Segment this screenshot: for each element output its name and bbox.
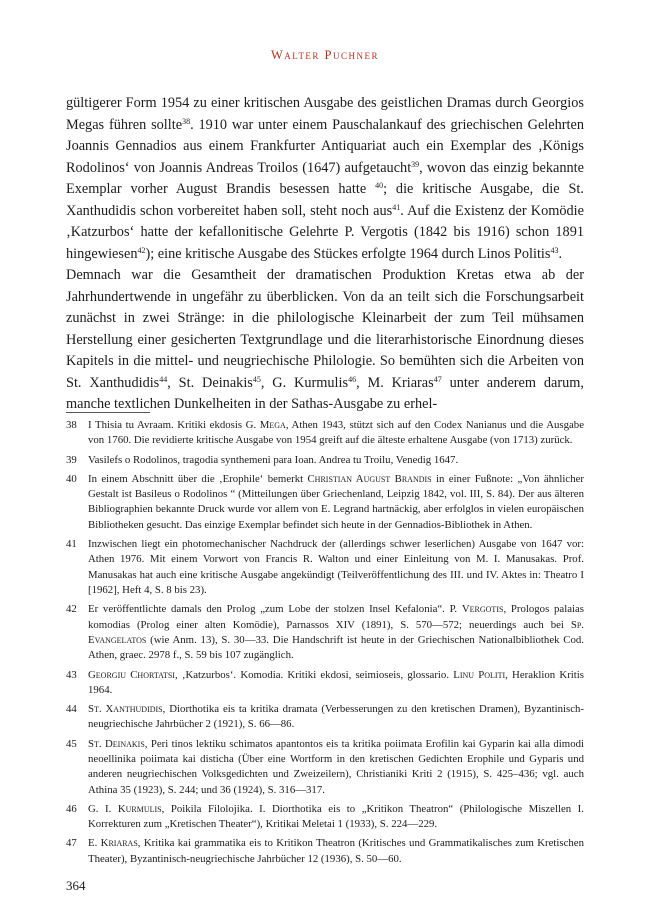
main-text — [66, 93, 584, 416]
text-run: Demnach war die Gesamtheit der dramatischen Produktion Kretas etwa ab der Jahrhundertwende in ungefähr zu überblicken. Von da an teilt sich die Forschungsarbeit zunächst in zwei Stränge: in die philologische Kleinarbeit der zum Teil mühsamen Herstellung einer gesicherten Textgrundlage und die literarhistorische Einordnung dieses Kapitels in die mittel- und neugriechische Philologie. So bemühten sich die Arbeiten von St. Xanthudidis — [66, 267, 584, 391]
footnote-ref: 39 — [411, 159, 420, 169]
footnote-number: 38 — [66, 419, 77, 431]
text-run: . — [558, 245, 563, 262]
footnote-ref: 40 — [375, 181, 384, 190]
footnote-ref: 42 — [137, 245, 146, 255]
author-name: Kriaras — [100, 837, 138, 850]
text-run: unter anderem darum, manche textlichen Dunkelheiten in der Sathas-Ausgabe zu erhel- — [66, 374, 584, 412]
text-run: , St. Deinakis — [167, 374, 253, 391]
footnote-text — [88, 537, 584, 599]
text-run: , Diorthotika eis ta kritika dramata (Verbesserungen zu den kretischen Dramen), Byzantinisch-neugriechische Jahrbücher 2 (1921), S. 66—86. — [88, 703, 585, 731]
footnote-number: 40 — [66, 472, 77, 485]
text-run: , Peri tinos lektiku schimatos apantontos eis ta kritika poiimata Erofilin kai Gyparin kai alla dimodi neoellinika poiimata kai disticha (Über eine Wortform in den kretischen Gedichten Erophile und Gyparis und anderen neugriechischen Volksgedichten und Zweizeilern), Christianiki Kriti 2 (1915), S. 425–436; vgl. auch Athina 35 (1923), S. 244; und 36 (1924), S. 316—317. — [88, 737, 584, 796]
running-head: Walter Puchner — [270, 48, 380, 62]
author-name: Sp. Evangelatos — [88, 618, 584, 647]
footnote-text — [88, 602, 584, 664]
footnote-text — [88, 453, 584, 468]
footnote-separator — [66, 412, 150, 413]
author-name: Georgiu Chortatsi — [88, 668, 175, 681]
footnote-ref: 38 — [182, 116, 191, 126]
footnote-number: 41 — [66, 537, 77, 550]
text-run: , M. Kriaras — [356, 374, 434, 391]
author-name: Mega — [259, 419, 286, 431]
text-run: (wie Anm. 13), S. 30—33. Die Handschrift ist heute in der Griechischen Nationalbibliothek Cod. Athen, graec. 2978 f., S. 59 bis 107 zugänglich. — [88, 634, 584, 662]
text-run: I Thisia tu Avraam. Kritiki ekdosis G. — [88, 419, 260, 431]
footnote-ref: 41 — [392, 202, 401, 212]
text-run: , Athen 1943, stützt sich auf den Codex Nanianus und die Ausgabe von 1760. Die revidierte kritische Ausgabe von 1954 greift auf die älteste erhaltene Ausgabe (von 1713) zurück. — [88, 419, 584, 447]
footnote-number: 43 — [66, 668, 77, 681]
text-run: , Heraklion Kritis 1964. — [88, 668, 584, 696]
text-run: . 1910 war unter einem Pauschalankauf des griechischen Gelehrten Joannis Gennadios aus einem Frankfurter Antiquariat auch ein Exemplar des ‚Königs Rodolinos‘ von Joannis Andreas Troilos (1647) aufgetaucht — [66, 116, 584, 176]
paragraph — [66, 265, 584, 416]
footnote-text — [88, 836, 584, 867]
footnote-text — [88, 418, 584, 449]
author-name: Linu Politi — [453, 668, 506, 681]
text-run: ); eine kritische Ausgabe des Stückes erfolgte 1964 durch Linos Politis — [145, 245, 551, 262]
footnote — [66, 602, 584, 664]
footnote — [66, 737, 584, 799]
text-run: , Poikila Filolojika. I. Diorthotika eis to „Kritikon Theatron“ (Philologische Miszellen I. Korrekturen zum „Kretischen Theater“), Kritikai Meletai 1 (1933), S. 224—229. — [88, 802, 584, 831]
text-run: , ‚Katzurbos‘. Komodia. Kritiki ekdosi, seimioseis, glossario. — [174, 668, 454, 681]
footnote-ref: 47 — [433, 374, 442, 384]
text-run: . Auf die Existenz der Komödie ‚Katzurbos‘ hatte der kefallonitische Gelehrte P. Vergotis (1842 bis 1916) schon 1891 hingewiesen — [66, 202, 584, 262]
footnote-number: 45 — [66, 737, 77, 750]
author-name: Christian August Brandis — [307, 472, 432, 485]
paragraph — [66, 93, 584, 265]
author-name: St. Deinakis — [88, 737, 145, 750]
footnote — [66, 472, 584, 534]
text-run: ; die kritische Ausgabe, die St. Xanthudidis schon vorbereitet haben soll, steht noch aus — [66, 181, 584, 219]
footnote — [66, 453, 584, 468]
footnote-text — [88, 737, 584, 799]
footnote-text — [88, 802, 584, 833]
text-run: gültigerer Form 1954 zu einer kritischen Ausgabe des geistlichen Dramas durch Georgios Megas führen sollte — [66, 95, 584, 133]
footnote-list — [66, 418, 584, 871]
footnote-text — [88, 702, 584, 733]
footnote-text — [88, 668, 584, 699]
author-name: St. Xanthudidis — [88, 703, 163, 716]
footnote-text — [88, 472, 584, 534]
author-name: Kurmulis — [117, 802, 162, 815]
footnote — [66, 702, 584, 733]
text-run: in einer Fußnote: „Von ähnlicher Gestalt ist Basileus o Rodolinos “ (Mitteilungen über Griechenland, Leipzig 1842, vol. III, S. 84). Der aus älteren Bibliographien bekannte Druck wurde vor allem von E. Legrand hartnäckig, aber erfolglos in vielen europäischen Bibliotheken gesucht. Das einzige Exemplar befindet sich heute in der Gennadios-Bibliothek in Athen. — [88, 472, 585, 531]
author-name: Vergotis — [461, 603, 504, 616]
page-number: 364 — [66, 878, 86, 893]
text-run: Vasilefs o Rodolinos, tragodia synthemeni para Ioan. Andrea tu Troilu, Venedig 1647. — [88, 453, 459, 466]
text-run: Inzwischen liegt ein photomechanischer Nachdruck der (allerdings schwer leserlichen) Ausgabe von 1647 vor: Athen 1976. Mit einem Vorwort von Francis R. Walton und einer Einleitung von M. I. Manusakas. Prof. Manusakas hat auch eine kritische Ausgabe angekündigt (Teilveröffentlichung des III. und IV. Aktes in: Theatro I [1962], Heft 4, S. 8 bis 23). — [88, 537, 584, 597]
footnote-ref: 44 — [159, 374, 168, 384]
footnote-ref: 43 — [550, 245, 559, 255]
footnote — [66, 668, 584, 699]
text-run: , Prologos palaias komodias (Prolog einer alten Komödie), Parnassos XIV (1891), S. 570—572; neuerdings auch bei — [88, 603, 584, 631]
footnote-ref: 46 — [348, 374, 357, 384]
text-run: G. I. — [88, 802, 118, 815]
text-run: , Kritika kai grammatika eis to Kritikon Theatron (Kritisches und Grammatikalisches zum Kretischen Theater), Byzantinisch-neugriechische Jahrbücher 12 (1936), S. 50—60. — [88, 837, 584, 865]
footnote-number: 44 — [66, 703, 77, 716]
footnote-number: 39 — [66, 453, 77, 466]
text-run: , G. Kurmulis — [260, 374, 349, 391]
footnote-ref: 45 — [252, 374, 261, 384]
text-run: , wovon das einzig bekannte Exemplar vorher August Brandis besessen hatte — [66, 159, 584, 197]
text-run: E. — [88, 837, 101, 850]
footnote — [66, 836, 584, 867]
footnote-number: 42 — [66, 603, 77, 616]
footnote — [66, 418, 584, 449]
footnote-number: 47 — [66, 837, 77, 850]
footnote — [66, 537, 584, 599]
footnote-number: 46 — [66, 802, 77, 815]
text-run: In einem Abschnitt über die ‚Erophile‘ bemerkt — [88, 472, 308, 485]
footnote — [66, 802, 584, 833]
text-run: Er veröffentlichte damals den Prolog „zum Lobe der stolzen Insel Kefalonia“. P. — [88, 603, 462, 616]
